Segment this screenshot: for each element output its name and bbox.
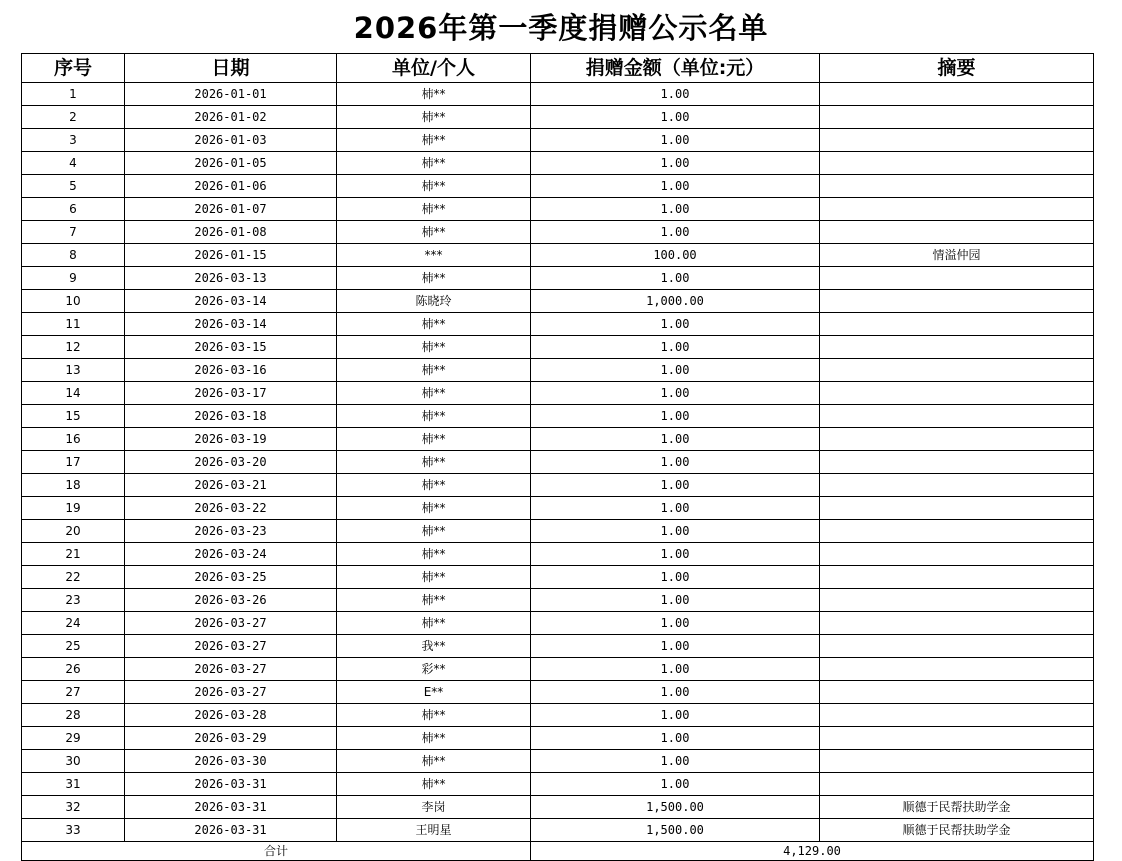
table-row	[22, 451, 1094, 474]
table-row	[22, 405, 1094, 428]
cell-index: 12	[22, 336, 125, 359]
cell-date: 2026-03-14	[125, 290, 337, 313]
table-row	[22, 612, 1094, 635]
cell-note	[820, 106, 1094, 129]
table-row	[22, 83, 1094, 106]
cell-date: 2026-01-08	[125, 221, 337, 244]
cell-date: 2026-03-31	[125, 819, 337, 842]
cell-note	[820, 635, 1094, 658]
table-row	[22, 796, 1094, 819]
table-row	[22, 520, 1094, 543]
cell-donor: 杮**	[337, 520, 531, 543]
table-row	[22, 290, 1094, 313]
cell-date: 2026-03-22	[125, 497, 337, 520]
cell-amount: 1,000.00	[531, 290, 820, 313]
cell-date: 2026-03-31	[125, 796, 337, 819]
cell-index: 17	[22, 451, 125, 474]
cell-amount: 1.00	[531, 750, 820, 773]
cell-index: 11	[22, 313, 125, 336]
cell-index: 29	[22, 727, 125, 750]
cell-date: 2026-03-24	[125, 543, 337, 566]
table-row	[22, 543, 1094, 566]
cell-donor: ***	[337, 244, 531, 267]
cell-amount: 1.00	[531, 681, 820, 704]
table-row	[22, 589, 1094, 612]
cell-index: 27	[22, 681, 125, 704]
cell-index: 9	[22, 267, 125, 290]
cell-date: 2026-03-18	[125, 405, 337, 428]
cell-index: 32	[22, 796, 125, 819]
cell-note	[820, 451, 1094, 474]
cell-date: 2026-03-13	[125, 267, 337, 290]
cell-date: 2026-03-28	[125, 704, 337, 727]
cell-note	[820, 497, 1094, 520]
cell-donor: 杮**	[337, 106, 531, 129]
table-row	[22, 750, 1094, 773]
cell-amount: 1.00	[531, 589, 820, 612]
cell-date: 2026-03-21	[125, 474, 337, 497]
cell-donor: 杮**	[337, 221, 531, 244]
cell-amount: 1,500.00	[531, 796, 820, 819]
cell-donor: 杮**	[337, 336, 531, 359]
cell-date: 2026-03-19	[125, 428, 337, 451]
cell-amount: 1.00	[531, 359, 820, 382]
cell-amount: 1.00	[531, 405, 820, 428]
cell-donor: 杮**	[337, 83, 531, 106]
cell-donor: 杮**	[337, 152, 531, 175]
table-row	[22, 267, 1094, 290]
cell-amount: 1.00	[531, 152, 820, 175]
cell-note	[820, 267, 1094, 290]
header-donor: 单位/个人	[337, 54, 531, 83]
cell-amount: 1.00	[531, 175, 820, 198]
cell-date: 2026-03-25	[125, 566, 337, 589]
table-row	[22, 773, 1094, 796]
cell-amount: 1.00	[531, 267, 820, 290]
cell-amount: 1,500.00	[531, 819, 820, 842]
cell-donor: 杮**	[337, 313, 531, 336]
cell-date: 2026-03-30	[125, 750, 337, 773]
cell-index: 31	[22, 773, 125, 796]
total-label: 合计	[22, 842, 531, 861]
cell-index: 13	[22, 359, 125, 382]
cell-note	[820, 290, 1094, 313]
cell-donor: 彩**	[337, 658, 531, 681]
cell-amount: 1.00	[531, 520, 820, 543]
cell-date: 2026-03-14	[125, 313, 337, 336]
table-row	[22, 428, 1094, 451]
cell-note	[820, 175, 1094, 198]
table-row	[22, 106, 1094, 129]
cell-note	[820, 382, 1094, 405]
table-row	[22, 382, 1094, 405]
cell-amount: 1.00	[531, 129, 820, 152]
total-amount: 4,129.00	[531, 842, 1094, 861]
table-row	[22, 727, 1094, 750]
cell-note	[820, 313, 1094, 336]
cell-donor: 杮**	[337, 359, 531, 382]
total-row	[22, 842, 1094, 861]
cell-donor: 杮**	[337, 612, 531, 635]
cell-amount: 1.00	[531, 106, 820, 129]
cell-donor: 王明星	[337, 819, 531, 842]
cell-amount: 1.00	[531, 83, 820, 106]
table-row	[22, 152, 1094, 175]
cell-note	[820, 198, 1094, 221]
cell-index: 19	[22, 497, 125, 520]
cell-date: 2026-01-07	[125, 198, 337, 221]
cell-index: 23	[22, 589, 125, 612]
table-row	[22, 819, 1094, 842]
cell-index: 21	[22, 543, 125, 566]
cell-note	[820, 428, 1094, 451]
cell-note	[820, 727, 1094, 750]
cell-note	[820, 474, 1094, 497]
cell-donor: 杮**	[337, 773, 531, 796]
cell-amount: 1.00	[531, 658, 820, 681]
cell-amount: 1.00	[531, 221, 820, 244]
cell-date: 2026-01-06	[125, 175, 337, 198]
cell-amount: 100.00	[531, 244, 820, 267]
cell-donor: 杮**	[337, 566, 531, 589]
cell-amount: 1.00	[531, 428, 820, 451]
cell-note	[820, 704, 1094, 727]
cell-amount: 1.00	[531, 635, 820, 658]
table-row	[22, 244, 1094, 267]
cell-date: 2026-03-27	[125, 658, 337, 681]
table-row	[22, 635, 1094, 658]
cell-donor: 杮**	[337, 727, 531, 750]
cell-amount: 1.00	[531, 566, 820, 589]
cell-index: 33	[22, 819, 125, 842]
table-row	[22, 681, 1094, 704]
table-row	[22, 221, 1094, 244]
table-row	[22, 336, 1094, 359]
cell-date: 2026-03-27	[125, 681, 337, 704]
table-row	[22, 704, 1094, 727]
table-row	[22, 313, 1094, 336]
cell-note	[820, 750, 1094, 773]
cell-note	[820, 336, 1094, 359]
cell-amount: 1.00	[531, 612, 820, 635]
cell-date: 2026-03-20	[125, 451, 337, 474]
cell-amount: 1.00	[531, 543, 820, 566]
cell-index: 25	[22, 635, 125, 658]
cell-date: 2026-03-31	[125, 773, 337, 796]
cell-date: 2026-03-26	[125, 589, 337, 612]
cell-date: 2026-01-02	[125, 106, 337, 129]
cell-donor: 杮**	[337, 428, 531, 451]
cell-note	[820, 681, 1094, 704]
cell-date: 2026-03-27	[125, 612, 337, 635]
cell-index: 20	[22, 520, 125, 543]
cell-amount: 1.00	[531, 727, 820, 750]
header-note: 摘要	[820, 54, 1094, 83]
header-date: 日期	[125, 54, 337, 83]
cell-note	[820, 359, 1094, 382]
cell-index: 30	[22, 750, 125, 773]
table-row	[22, 175, 1094, 198]
cell-note	[820, 520, 1094, 543]
table-row	[22, 129, 1094, 152]
cell-note	[820, 543, 1094, 566]
header-amount: 捐赠金额（单位:元）	[531, 54, 820, 83]
cell-date: 2026-03-17	[125, 382, 337, 405]
cell-note	[820, 83, 1094, 106]
cell-index: 5	[22, 175, 125, 198]
cell-date: 2026-01-15	[125, 244, 337, 267]
table-row	[22, 359, 1094, 382]
cell-date: 2026-01-03	[125, 129, 337, 152]
cell-index: 28	[22, 704, 125, 727]
cell-donor: 杮**	[337, 451, 531, 474]
cell-note	[820, 658, 1094, 681]
cell-index: 8	[22, 244, 125, 267]
cell-amount: 1.00	[531, 451, 820, 474]
table-row	[22, 474, 1094, 497]
cell-donor: E**	[337, 681, 531, 704]
cell-donor: 陈晓玲	[337, 290, 531, 313]
cell-donor: 杮**	[337, 405, 531, 428]
cell-index: 7	[22, 221, 125, 244]
cell-index: 2	[22, 106, 125, 129]
cell-note: 情溢仲园	[820, 244, 1094, 267]
cell-index: 24	[22, 612, 125, 635]
cell-donor: 杮**	[337, 474, 531, 497]
cell-note	[820, 612, 1094, 635]
cell-donor: 杮**	[337, 497, 531, 520]
table-body	[22, 83, 1094, 842]
cell-date: 2026-01-01	[125, 83, 337, 106]
cell-index: 10	[22, 290, 125, 313]
cell-date: 2026-03-29	[125, 727, 337, 750]
cell-amount: 1.00	[531, 474, 820, 497]
cell-index: 3	[22, 129, 125, 152]
cell-index: 14	[22, 382, 125, 405]
cell-index: 15	[22, 405, 125, 428]
cell-date: 2026-03-23	[125, 520, 337, 543]
cell-donor: 杮**	[337, 543, 531, 566]
cell-amount: 1.00	[531, 313, 820, 336]
cell-amount: 1.00	[531, 497, 820, 520]
cell-note	[820, 152, 1094, 175]
table-row	[22, 198, 1094, 221]
donation-table	[21, 53, 1094, 861]
cell-donor: 杮**	[337, 175, 531, 198]
cell-index: 18	[22, 474, 125, 497]
cell-index: 26	[22, 658, 125, 681]
cell-donor: 杮**	[337, 198, 531, 221]
cell-donor: 杮**	[337, 382, 531, 405]
cell-date: 2026-03-15	[125, 336, 337, 359]
cell-donor: 李岗	[337, 796, 531, 819]
table-header-row	[22, 54, 1094, 83]
cell-note: 顺德于民帮扶助学金	[820, 819, 1094, 842]
cell-amount: 1.00	[531, 382, 820, 405]
cell-note	[820, 566, 1094, 589]
page-title: 2026年第一季度捐赠公示名单	[353, 11, 769, 45]
cell-note	[820, 405, 1094, 428]
cell-donor: 杮**	[337, 267, 531, 290]
cell-donor: 杮**	[337, 589, 531, 612]
cell-note: 顺德于民帮扶助学金	[820, 796, 1094, 819]
cell-amount: 1.00	[531, 704, 820, 727]
cell-index: 4	[22, 152, 125, 175]
cell-date: 2026-03-16	[125, 359, 337, 382]
cell-donor: 杮**	[337, 704, 531, 727]
cell-note	[820, 773, 1094, 796]
cell-note	[820, 129, 1094, 152]
cell-amount: 1.00	[531, 336, 820, 359]
table-row	[22, 566, 1094, 589]
table-row	[22, 497, 1094, 520]
cell-index: 1	[22, 83, 125, 106]
cell-note	[820, 589, 1094, 612]
cell-index: 6	[22, 198, 125, 221]
cell-date: 2026-03-27	[125, 635, 337, 658]
header-index: 序号	[22, 54, 125, 83]
cell-index: 22	[22, 566, 125, 589]
cell-donor: 杮**	[337, 129, 531, 152]
table-row	[22, 658, 1094, 681]
cell-amount: 1.00	[531, 198, 820, 221]
cell-amount: 1.00	[531, 773, 820, 796]
cell-donor: 我**	[337, 635, 531, 658]
cell-donor: 杮**	[337, 750, 531, 773]
cell-date: 2026-01-05	[125, 152, 337, 175]
cell-note	[820, 221, 1094, 244]
cell-index: 16	[22, 428, 125, 451]
